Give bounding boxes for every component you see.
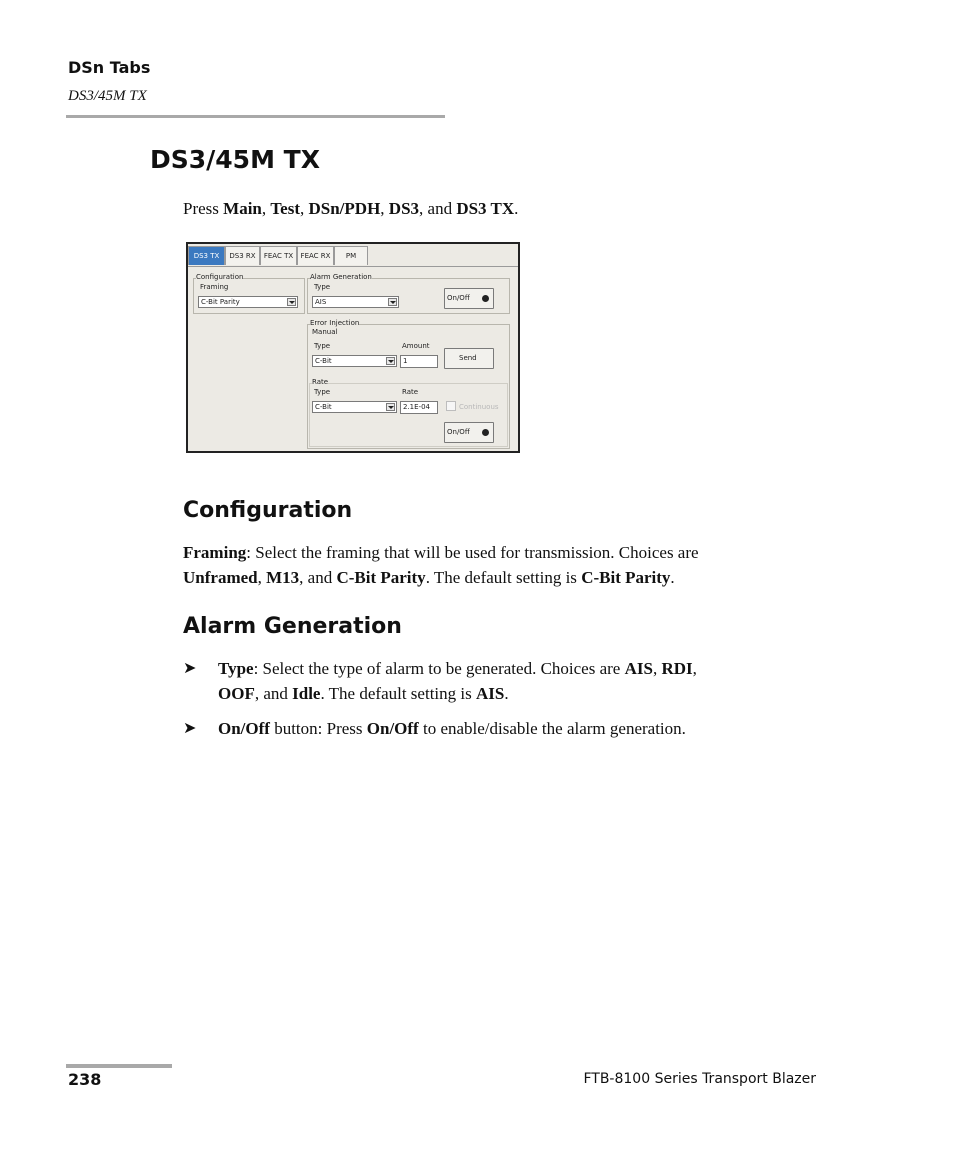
alarm-onoff-button[interactable]: On/Off [444, 288, 494, 309]
footer-title: FTB-8100 Series Transport Blazer [583, 1071, 816, 1087]
status-led-icon [482, 429, 489, 436]
bullet-arrow-icon: ➤ [183, 660, 197, 677]
chevron-down-icon [386, 403, 395, 411]
error-onoff-button[interactable]: On/Off [444, 422, 494, 443]
continuous-checkbox[interactable] [446, 401, 456, 411]
rate-group-label: Rate [312, 378, 329, 386]
running-header-subtitle: DS3/45M TX [68, 88, 147, 104]
status-led-icon [482, 295, 489, 302]
rate-input[interactable]: 2.1E-04 [400, 401, 438, 414]
chevron-down-icon [386, 357, 395, 365]
tab-feac-rx[interactable]: FEAC RX [297, 246, 334, 265]
alarm-type-select[interactable]: AIS [312, 296, 399, 308]
running-header-section: DSn Tabs [68, 58, 151, 77]
amount-input[interactable]: 1 [400, 355, 438, 368]
alarm-type-bullet: ➤ Type: Select the type of alarm to be generated. Choices are AIS, RDI, OOF, and Idle. The default setting is AIS. [183, 656, 833, 706]
intro-paragraph: Press Main, Test, DSn/PDH, DS3, and DS3 TX. [183, 199, 519, 218]
error-type-label: Type [314, 342, 331, 350]
tab-pm[interactable]: PM [334, 246, 368, 265]
chevron-down-icon [388, 298, 397, 306]
alarm-generation-group-label: Alarm Generation [310, 273, 372, 281]
bullet-arrow-icon: ➤ [183, 720, 197, 737]
configuration-paragraph: Framing: Select the framing that will be used for transmission. Choices are Unframed, M13, and C-Bit Parity. The default setting is C-Bit Parity. [183, 543, 699, 587]
alarm-generation-heading: Alarm Generation [183, 614, 402, 639]
page-title: DS3/45M TX [150, 145, 320, 174]
continuous-label: Continuous [459, 403, 499, 411]
send-button[interactable]: Send [444, 348, 494, 369]
configuration-heading: Configuration [183, 498, 353, 523]
tab-bar [188, 244, 518, 267]
framing-select[interactable]: C-Bit Parity [198, 296, 298, 308]
page-number: 238 [68, 1070, 102, 1089]
header-rule [66, 115, 445, 118]
error-injection-group-label: Error Injection [310, 319, 360, 327]
ds3-tx-screenshot [186, 242, 520, 453]
tab-feac-tx[interactable]: FEAC TX [260, 246, 297, 265]
rate-type-label: Type [314, 388, 331, 396]
rate-label: Rate [402, 388, 419, 396]
alarm-type-label: Type [314, 283, 331, 291]
rate-type-select[interactable]: C-Bit [312, 401, 397, 413]
footer-rule [66, 1064, 172, 1068]
error-type-select[interactable]: C-Bit [312, 355, 397, 367]
configuration-group-label: Configuration [196, 273, 244, 281]
amount-label: Amount [402, 342, 430, 350]
chevron-down-icon [287, 298, 296, 306]
tab-ds3-rx[interactable]: DS3 RX [225, 246, 260, 265]
tab-ds3-tx[interactable]: DS3 TX [188, 246, 225, 265]
alarm-onoff-bullet: ➤ On/Off button: Press On/Off to enable/disable the alarm generation. [183, 716, 833, 741]
framing-label: Framing [200, 283, 229, 291]
manual-label: Manual [312, 328, 338, 336]
